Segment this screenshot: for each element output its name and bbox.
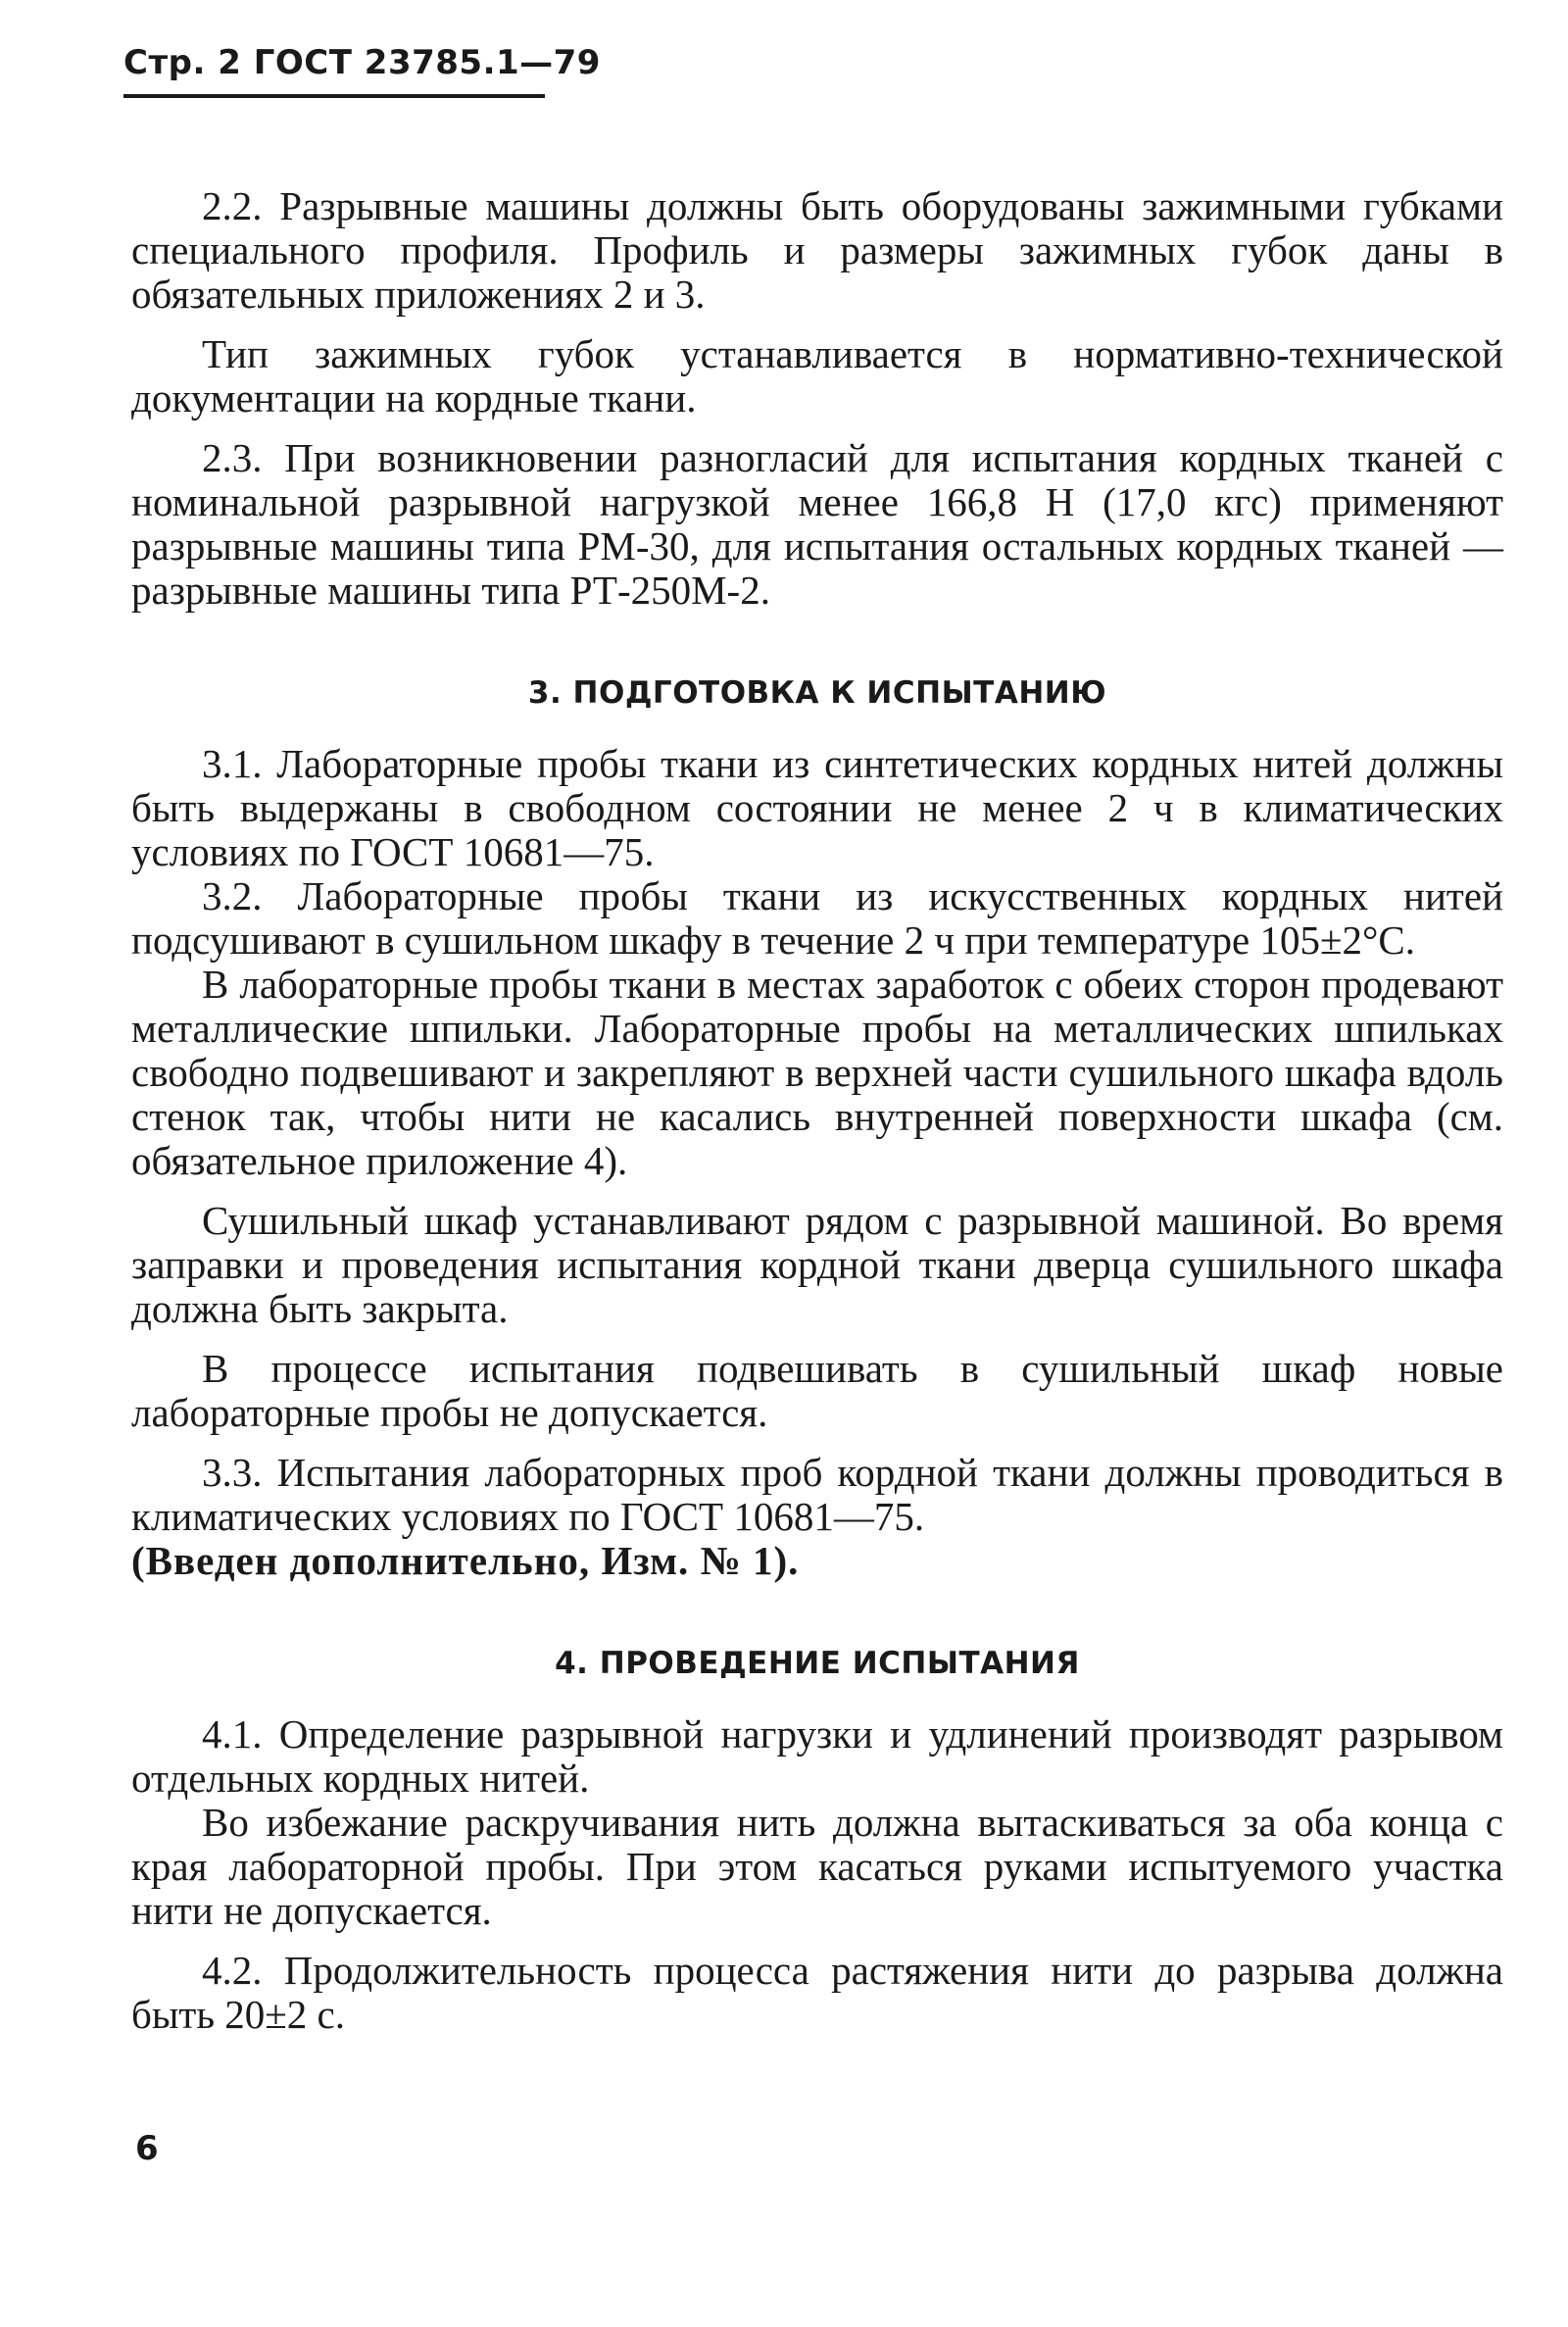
- paragraph-3-3: 3.3. Испытания лабораторных проб кордной ткани должны проводиться в климатических условиях по ГОСТ 10681—75.: [131, 1450, 1503, 1539]
- paragraph-4-2: 4.2. Продолжительность процесса растяжения нити до разрыва должна быть 20±2 с.: [131, 1948, 1503, 2037]
- document-body: [131, 184, 1503, 2037]
- amendment-note: (Введен дополнительно, Изм. № 1).: [131, 1538, 800, 1583]
- paragraph-4-1-untwist: Во избежание раскручивания нить должна вытаскиваться за оба конца с края лабораторной пробы. При этом касаться руками испытуемого участка нити не допускается.: [131, 1800, 1503, 1933]
- paragraph-4-1: 4.1. Определение разрывной нагрузки и удлинений производят разрывом отдельных кордных нитей.: [131, 1711, 1503, 1801]
- paragraph-2-2-type: Тип зажимных губок устанавливается в нормативно-технической документации на кордные ткани.: [131, 331, 1503, 421]
- header-rule: [123, 94, 545, 98]
- page-number: 6: [135, 2129, 159, 2168]
- section-title-4: 4. ПРОВЕДЕНИЕ ИСПЫТАНИЯ: [555, 1646, 1080, 1681]
- paragraph-3-2-pins: В лабораторные пробы ткани в местах заработок с обеих сторон продевают металлические шпильки. Лабораторные пробы на металлических шпильках свободно подвешивают и закрепляют в верхней части сушильного шкафа вдоль стенок так, чтобы нити не касались внутренней поверхности шкафа (см. обязательное приложение 4).: [131, 962, 1503, 1183]
- section-title-3: 3. ПОДГОТОВКА К ИСПЫТАНИЮ: [527, 675, 1107, 711]
- paragraph-2-2: 2.2. Разрывные машины должны быть оборудованы зажимными губками специального профиля. Профиль и размеры зажимных губок даны в обязательных приложениях 2 и 3.: [131, 183, 1503, 317]
- page-header: Стр. 2 ГОСТ 23785.1—79: [123, 43, 601, 82]
- paragraph-3-2: 3.2. Лабораторные пробы ткани из искусственных кордных нитей подсушивают в сушильном шкафу в течение 2 ч при температуре 105±2°С.: [131, 873, 1503, 963]
- paragraph-3-2-cabinet: Сушильный шкаф устанавливают рядом с разрывной машиной. Во время заправки и проведения испытания кордной ткани дверца сушильного шкафа должна быть закрыта.: [131, 1198, 1503, 1331]
- paragraph-3-1: 3.1. Лабораторные пробы ткани из синтетических кордных нитей должны быть выдержаны в свободном состоянии не менее 2 ч в климатических условиях по ГОСТ 10681—75.: [131, 741, 1503, 874]
- paragraph-2-3: 2.3. При возникновении разногласий для испытания кордных тканей с номинальной разрывной нагрузкой менее 166,8 Н (17,0 кгс) применяют разрывные машины типа РМ-30, для испытания остальных кордных тканей — разрывные машины типа РТ-250М-2.: [131, 435, 1503, 613]
- paragraph-3-2-prohibition: В процессе испытания подвешивать в сушильный шкаф новые лабораторные пробы не допускается.: [131, 1346, 1503, 1435]
